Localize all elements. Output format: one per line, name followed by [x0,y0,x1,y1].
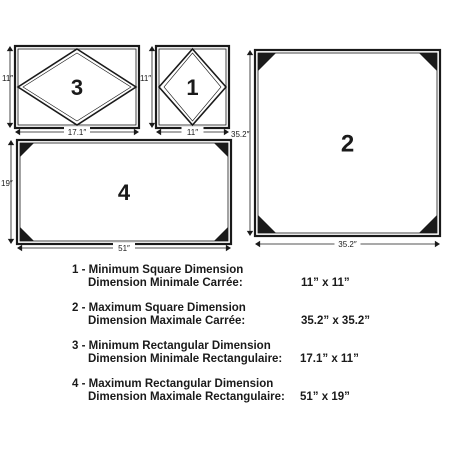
spec-item [0,378,450,418]
arrowhead [224,129,229,135]
arrowhead [15,129,20,135]
height-label: 11″ [140,74,152,83]
frame-3 [2,46,139,137]
frame-4 [1,140,231,253]
frame-number: 2 [340,130,355,158]
arrowhead [149,46,155,51]
height-label: 35.2″ [231,130,250,139]
arrowhead [247,231,253,236]
arrowhead [8,140,14,145]
spec-item [0,264,450,304]
spec-subtitle: Dimension Maximale Carrée: [88,315,246,327]
arrowhead [7,123,13,128]
corner-top-right [214,143,228,157]
corner-bottom-right [419,215,437,233]
arrowhead [255,241,260,247]
arrowhead [226,245,231,251]
frame-1 [140,46,229,137]
spec-subtitle: Dimension Minimale Rectangulaire: [88,353,283,365]
arrowhead [8,239,14,244]
corner-bottom-left [20,227,34,241]
frame-2 [231,50,440,249]
spec-item [0,302,450,342]
spec-item [0,340,450,380]
spec-title: 1 - Minimum Square Dimension [72,264,244,276]
frame-number: 1 [186,74,199,100]
height-label: 19″ [1,179,13,188]
frame-number: 3 [70,74,84,100]
width-label: 51″ [118,244,130,253]
spec-subtitle: Dimension Minimale Carrée: [88,277,243,289]
arrowhead [134,129,139,135]
spec-value: 11” x 11” [301,277,350,289]
arrowhead [247,50,253,55]
spec-title: 3 - Minimum Rectangular Dimension [72,340,271,352]
spec-value: 51” x 19” [300,391,350,403]
spec-title: 2 - Maximum Square Dimension [72,302,246,314]
corner-bottom-left [258,215,276,233]
spec-title: 4 - Maximum Rectangular Dimension [72,378,274,390]
arrowhead [435,241,440,247]
corner-top-right [419,53,437,71]
height-label: 11″ [2,74,14,83]
spec-value: 17.1” x 11” [300,353,359,365]
arrowhead [17,245,22,251]
corner-bottom-right [214,227,228,241]
spec-subtitle: Dimension Maximale Rectangulaire: [88,391,285,403]
arrowhead [7,46,13,51]
corner-top-left [20,143,34,157]
corner-top-left [258,53,276,71]
frame-number: 4 [117,179,131,205]
width-label: 17.1″ [67,128,87,137]
spec-value: 35.2” x 35.2” [301,315,371,327]
arrowhead [156,129,161,135]
width-label: 35.2″ [338,240,357,249]
arrowhead [149,123,155,128]
width-label: 11″ [186,128,199,137]
